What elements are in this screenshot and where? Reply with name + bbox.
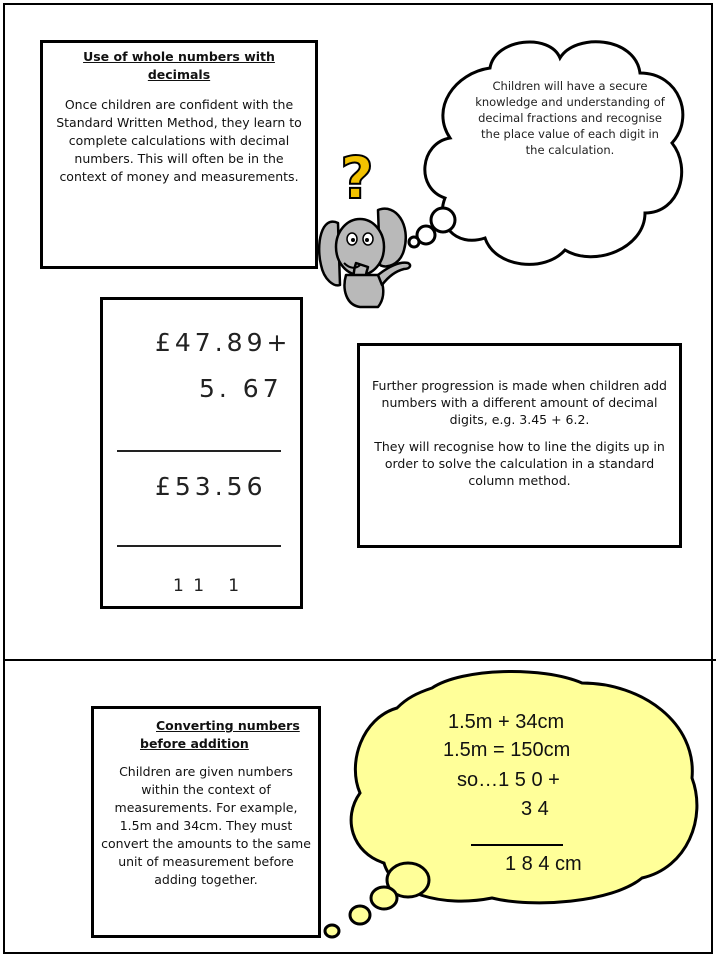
- converting-box-body: Children are given numbers within the context of measurements. For example, 1.5m and 34cm. They must convert the amounts to the same unit of measurement before adding together.: [101, 764, 311, 887]
- calculation-box: [100, 297, 303, 609]
- bubble-line-2: 1.5m = 150cm: [443, 739, 571, 761]
- progression-paragraph-1: Further progression is made when children add numbers with a different amount of decimal digits, e.g. 3.45 + 6.2.: [372, 378, 667, 427]
- calc-rule-1: [117, 450, 281, 452]
- calc-line-2: 5. 67: [199, 374, 283, 403]
- progression-box: [357, 343, 682, 548]
- decimals-box: [40, 40, 318, 269]
- section-divider: [3, 659, 716, 661]
- bubble-line-5: 1 8 4 cm: [505, 853, 582, 875]
- bubble-line-1: 1.5m + 34cm: [448, 711, 565, 733]
- converting-box-title-2: before addition: [140, 736, 249, 751]
- calc-result: £53.56: [155, 472, 267, 501]
- question-mark-icon: [336, 146, 378, 206]
- calc-line-1: £47.89+: [155, 328, 292, 357]
- elephant-illustration: [316, 205, 416, 310]
- calc-rule-2: [117, 545, 281, 547]
- decimals-box-body: Once children are confident with the Standard Written Method, they learn to complete calculations with decimal numbers. This will often be in the context of money and measurements.: [56, 97, 302, 184]
- converting-box: [91, 706, 321, 938]
- converting-box-title-1: Converting numbers: [156, 718, 300, 733]
- thought-cloud-text: Children will have a secure knowledge and understanding of decimal fractions and recognise the place value of each digit in the calculation.: [475, 79, 665, 157]
- bubble-line-4: 3 4: [521, 798, 549, 820]
- progression-paragraph-2: They will recognise how to line the digits up in order to solve the calculation in a standard column method.: [374, 439, 665, 488]
- svg-text:?: ?: [340, 146, 374, 206]
- bubble-line-3: so…1 5 0 +: [457, 769, 560, 791]
- calc-carries: 1 1 1: [173, 576, 242, 596]
- decimals-box-title: Use of whole numbers with decimals: [83, 49, 275, 82]
- bubble-rule: [471, 844, 563, 846]
